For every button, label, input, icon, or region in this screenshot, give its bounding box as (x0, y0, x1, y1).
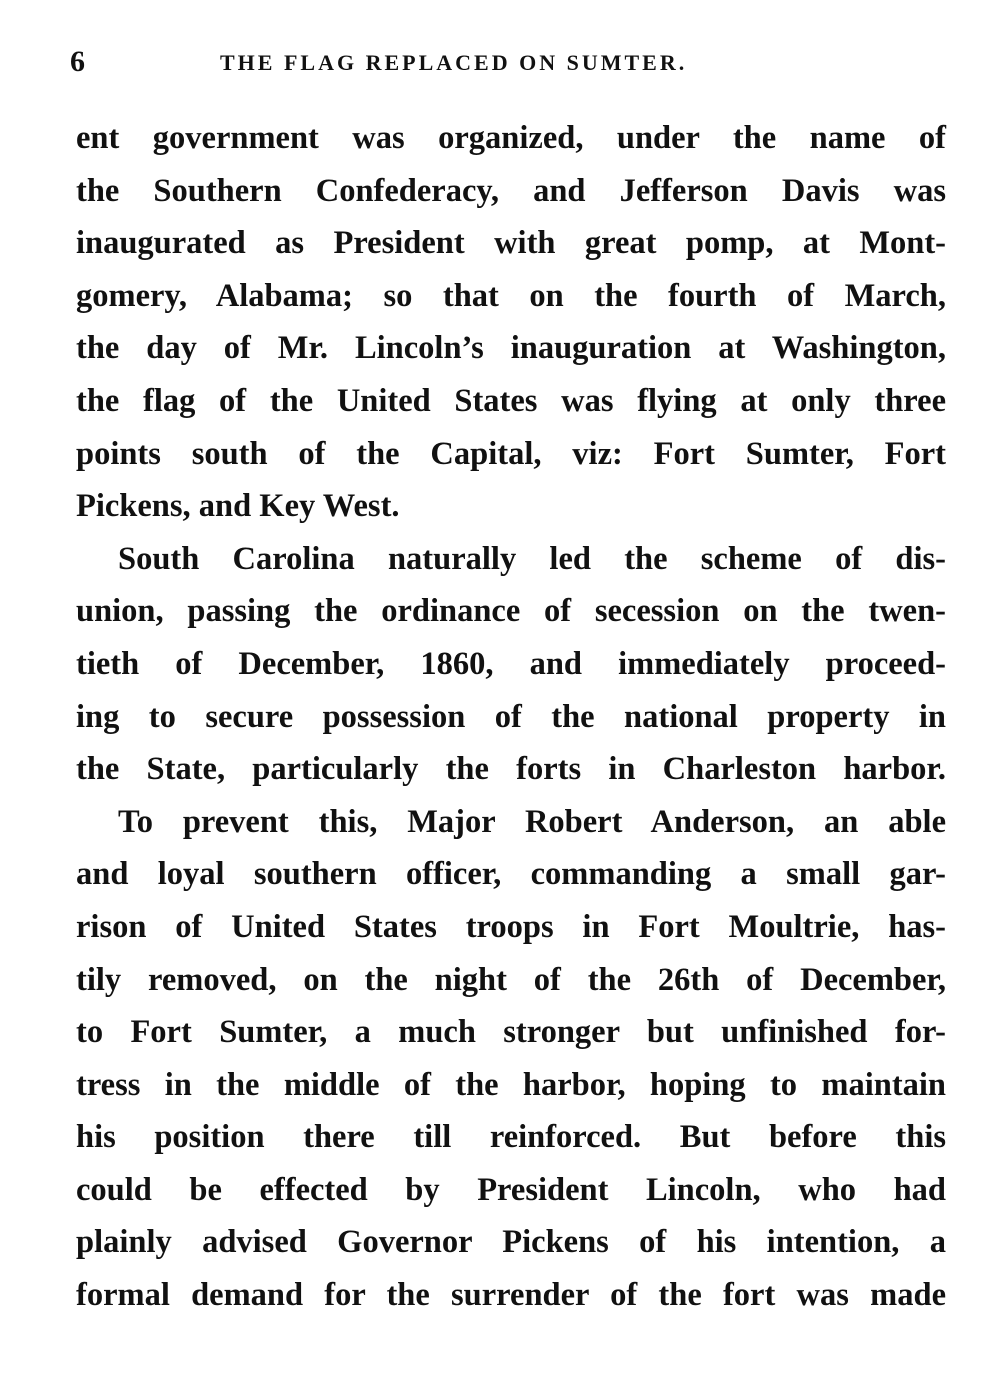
text-line: ing to secure possession of the national property in (76, 698, 946, 735)
text-line: rison of United States troops in Fort Moultrie, has- (76, 908, 946, 945)
text-line: inaugurated as President with great pomp, at Mont- (76, 225, 946, 262)
text-line: South Carolina naturally led the scheme of dis- (118, 540, 946, 577)
text-line: tily removed, on the night of the 26th of December, (76, 961, 946, 998)
text-line: his position there till reinforced. But before this (76, 1119, 946, 1156)
text-line: the flag of the United States was flying at only three (76, 382, 946, 419)
body-text (76, 112, 946, 1322)
text-line: to Fort Sumter, a much stronger but unfinished for- (76, 1014, 946, 1051)
text-line: plainly advised Governor Pickens of his intention, a (76, 1224, 946, 1261)
text-line: formal demand for the surrender of the fort was made (76, 1277, 946, 1314)
text-line: union, passing the ordinance of secession on the twen- (76, 593, 946, 630)
text-line: tieth of December, 1860, and immediately proceed- (76, 645, 946, 682)
text-line: the Southern Confederacy, and Jefferson Davis was (76, 172, 946, 209)
text-line: gomery, Alabama; so that on the fourth of March, (76, 277, 946, 314)
text-line: ent government was organized, under the name of (76, 120, 946, 156)
text-line: could be effected by President Lincoln, who had (76, 1171, 946, 1208)
page-header (70, 44, 940, 84)
running-head: THE FLAG REPLACED ON SUMTER. (220, 50, 688, 75)
text-line: tress in the middle of the harbor, hoping to maintain (76, 1066, 946, 1103)
text-line: the State, particularly the forts in Charleston harbor. (76, 751, 946, 788)
text-line: and loyal southern officer, commanding a small gar- (76, 856, 946, 893)
text-line: the day of Mr. Lincoln’s inauguration at Washington, (76, 330, 946, 367)
text-line: Pickens, and Key West. (76, 488, 400, 525)
text-line: points south of the Capital, viz: Fort Sumter, Fort (76, 435, 946, 472)
text-line: To prevent this, Major Robert Anderson, an able (118, 803, 946, 840)
page-number: 6 (70, 45, 85, 78)
